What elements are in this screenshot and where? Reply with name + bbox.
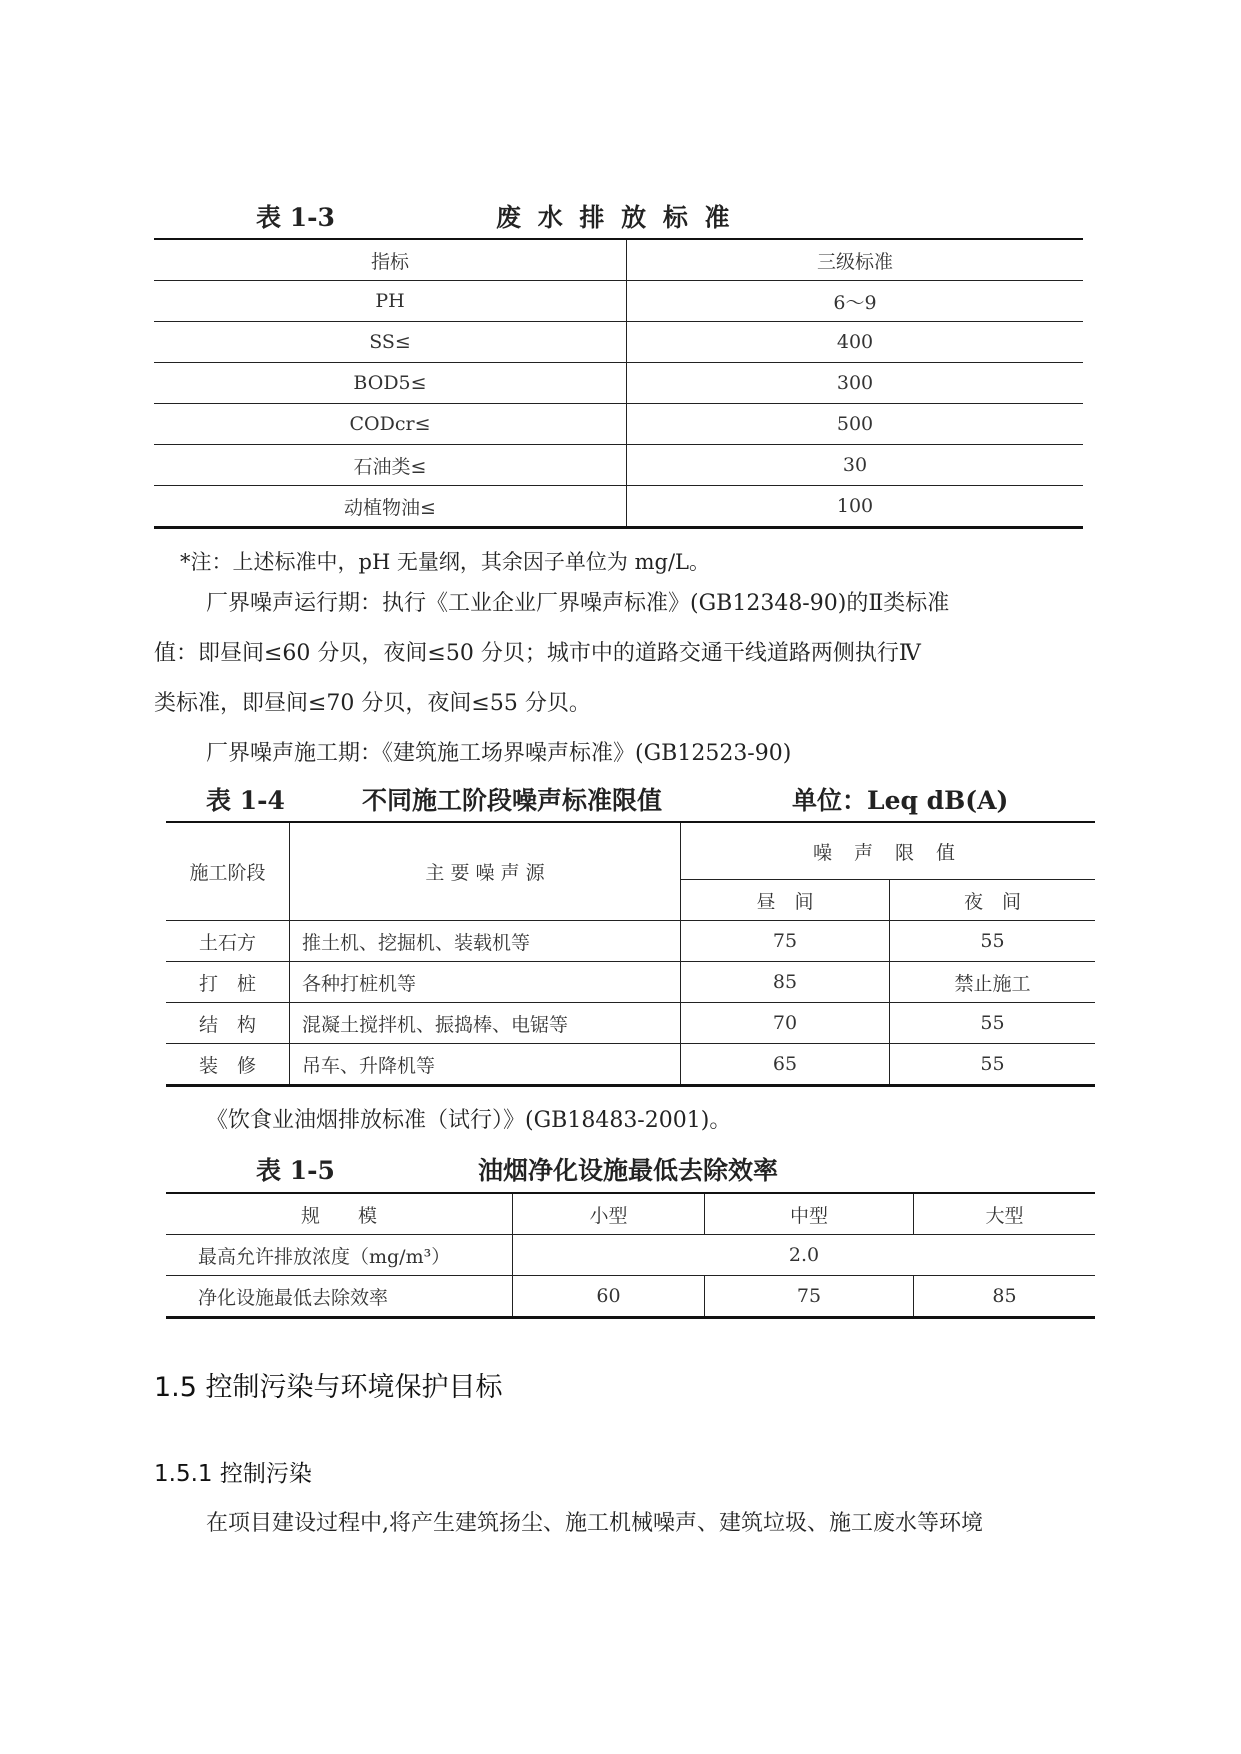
cell: 30 [627,445,1084,486]
header-large: 大型 [914,1193,1096,1235]
header-stage: 施工阶段 [166,822,290,921]
paragraph-line: 厂界噪声运行期：执行《工业企业厂界噪声标准》(GB12348-90)的Ⅱ类标准 [206,591,950,616]
cell: 混凝土搅拌机、振捣棒、电锯等 [290,1003,681,1044]
table-row [166,1044,1095,1086]
header-grade: 三级标准 [627,239,1084,281]
cell: 55 [890,921,1096,962]
construction-noise-table [166,821,1095,1087]
table-row [154,486,1083,528]
header-medium: 中型 [705,1193,914,1235]
cell: 各种打桩机等 [290,962,681,1003]
table-row [154,445,1083,486]
cell: 2.0 [513,1235,1096,1276]
cell: 400 [627,322,1084,363]
header-night: 夜 间 [890,880,1096,921]
cell: 结 构 [166,1003,290,1044]
cell: 打 桩 [166,962,290,1003]
cell: 75 [681,921,890,962]
wastewater-standard-table [154,238,1083,529]
table-row [154,404,1083,445]
cell: 最高允许排放浓度（mg/m³） [166,1235,513,1276]
cell: CODcr≤ [154,404,627,445]
cell: 60 [513,1276,705,1318]
cell: 6～9 [627,281,1084,322]
table-row [166,1276,1095,1318]
table-label: 表 1-5 [256,1156,335,1185]
table-row [154,363,1083,404]
table-label: 表 1-4 [206,786,285,815]
header-source: 主 要 噪 声 源 [290,822,681,921]
table-header-row [166,1193,1095,1235]
cell: 75 [705,1276,914,1318]
header-noise-limit: 噪 声 限 值 [681,822,1096,880]
table-header-row [166,822,1095,880]
header-scale: 规 模 [166,1193,513,1235]
fume-removal-table [166,1192,1095,1319]
table-row [154,281,1083,322]
table-row [154,322,1083,363]
table-title: 废 水 排 放 标 准 [496,203,734,232]
cell: 石油类≤ [154,445,627,486]
cell: 禁止施工 [890,962,1096,1003]
cell: 500 [627,404,1084,445]
cell: 55 [980,1053,1005,1075]
cell: 装 修 [166,1044,290,1086]
subsection-heading: 1.5.1 控制污染 [154,1461,312,1487]
table-row [166,921,1095,962]
cell: 55 [890,1003,1096,1044]
cell: BOD5≤ [154,363,627,404]
table-title: 不同施工阶段噪声标准限值 [362,786,663,815]
cell: 推土机、挖掘机、装载机等 [290,921,681,962]
table-header-row [154,239,1083,281]
table-label: 表 1-3 [256,203,335,232]
cell: 85 [681,962,890,1003]
paragraph-line: 《饮食业油烟排放标准（试行）》(GB18483-2001)。 [206,1108,732,1133]
table-unit: 单位：Leq dB(A) [792,786,1009,815]
cell: 动植物油≤ [154,486,627,528]
header-indicator: 指标 [154,239,627,281]
paragraph-line: 在项目建设过程中,将产生建筑扬尘、施工机械噪声、建筑垃圾、施工废水等环境 [206,1511,983,1536]
cell: 100 [836,495,874,517]
paragraph-line: 厂界噪声施工期：《建筑施工场界噪声标准》(GB12523-90) [206,741,792,766]
header-day: 昼 间 [681,880,890,921]
table-note: *注：上述标准中，pH 无量纲，其余因子单位为 mg/L。 [180,550,710,574]
table-row [166,962,1095,1003]
header-small: 小型 [513,1193,705,1235]
paragraph-line: 类标准，即昼间≤70 分贝，夜间≤55 分贝。 [154,691,591,716]
cell: 70 [681,1003,890,1044]
cell: 300 [627,363,1084,404]
table-row [166,1235,1095,1276]
cell: 吊车、升降机等 [290,1044,681,1086]
cell: 65 [681,1044,890,1086]
table-row [166,1003,1095,1044]
cell: 85 [992,1285,1017,1307]
paragraph-line: 值：即昼间≤60 分贝，夜间≤50 分贝；城市中的道路交通干线道路两侧执行Ⅳ [154,641,921,666]
cell: 净化设施最低去除效率 [166,1276,513,1318]
cell: SS≤ [154,322,627,363]
cell: PH [154,281,627,322]
table-title: 油烟净化设施最低去除效率 [478,1156,779,1185]
section-heading: 1.5 控制污染与环境保护目标 [154,1372,503,1403]
cell: 土石方 [166,921,290,962]
